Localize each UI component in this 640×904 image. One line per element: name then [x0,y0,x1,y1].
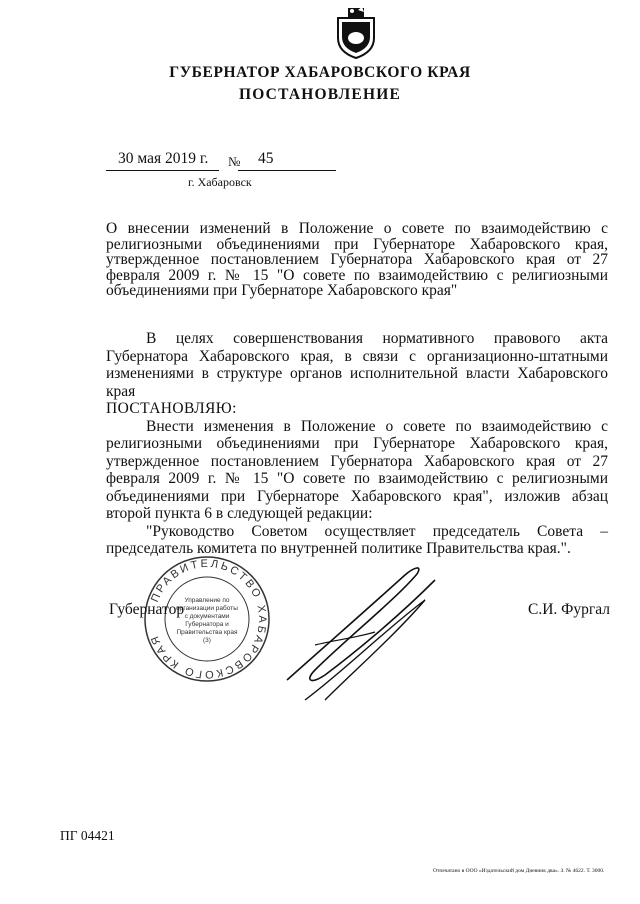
preamble-paragraph: В целях совершенствования нормативного правового акта Губернатора Хабаровского края, в связи с организационно-штатными изменениями в структуре органов исполнительной власти Хабаровского края [106,330,608,400]
document-type: ПОСТАНОВЛЕНИЕ [238,86,402,103]
quoted-text-paragraph: "Руководство Советом осуществляет председатель Совета – председатель комитета по внутренней политике Правительства края.". [106,522,608,557]
document-body [106,330,608,558]
date-underline [106,170,219,171]
number-sign: № [228,154,241,169]
print-imprint: Отпечатано в ООО «Издательский дом Дневник два». З. № 4622. Т. 3000. [433,868,605,874]
signatory-position: Губернатор [109,601,185,618]
date-number-line [118,150,208,168]
stamp-outer-text: ПРАВИТЕЛЬСТВО ХАБАРОВСКОГО КРАЯ [148,557,269,681]
stamp-inner-text: Управление по организации работы с документами Губернатора и Правительства края (3) [176,597,238,644]
coat-of-arms-emblem [334,4,378,60]
number-underline [238,170,336,171]
document-number: 45 [258,150,274,167]
form-code: ПГ 04421 [60,828,115,843]
document-subject: О внесении изменений в Положение о совете по взаимодействию с религиозными объединениями при Губернаторе Хабаровского края, утвержденное постановлением Губернатора Хабаровского края от 27 февраля 2009 г. № 15 "О совете по взаимодействию с религиозными объединениями при Губернаторе Хабаровского края" [106,220,608,299]
handwritten-signature [285,560,445,710]
amendment-paragraph: Внести изменения в Положение о совете по взаимодействию с религиозными объединениями при Губернаторе Хабаровского края, утвержденное постановлением Губернатора Хабаровского края от 27 февраля 2009 г. № 15 "О совете по взаимодействию с религиозными объединениями при Губернаторе Хабаровского края", изложив абзац второй пункта 6 в следующей редакции: [106,417,608,522]
signatory-name: С.И. Фургал [528,601,611,618]
resolve-heading: ПОСТАНОВЛЯЮ: [106,400,237,417]
issuing-authority: ГУБЕРНАТОР ХАБАРОВСКОГО КРАЯ [169,64,471,81]
city: г. Хабаровск [188,175,252,189]
document-date: 30 мая 2019 г. [118,150,209,167]
